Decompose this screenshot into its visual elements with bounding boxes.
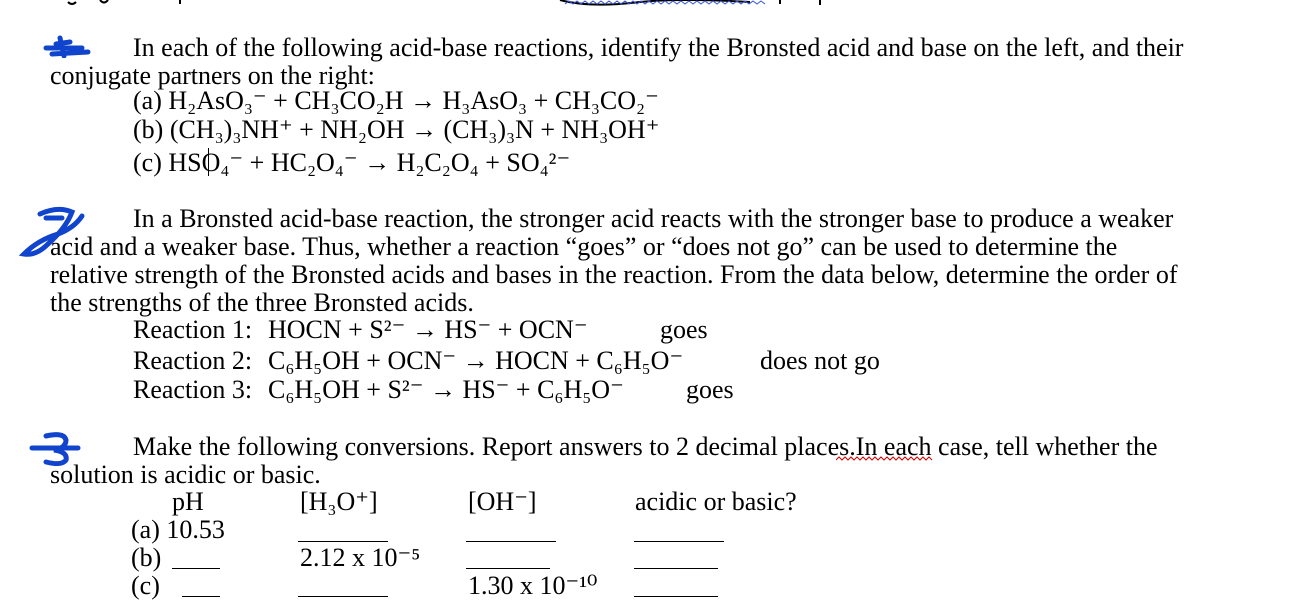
blank-a-oh — [466, 541, 556, 542]
q2-intro-line3: relative strength of the Bronsted acids and bases in the reaction. From the data below, determine the order of — [50, 260, 1178, 289]
q3-intro-line2: solution is acidic or basic. — [50, 460, 321, 489]
q1-a-label: (a) — [133, 86, 162, 115]
handwritten-number-1 — [42, 34, 92, 58]
reaction-3-result: goes — [686, 375, 734, 404]
q1-a-product1: H₃AsO₃ — [442, 86, 528, 115]
q2-intro-line1: In a Bronsted acid-base reaction, the stronger acid reacts with the stronger base to produce a weaker — [133, 204, 1174, 233]
q1-c-label: (c) — [133, 148, 162, 177]
reaction-1-label: Reaction 1: — [133, 315, 253, 344]
q1-a-reactant2: CH₃CO₂H — [294, 86, 404, 115]
reaction-2-result: does not go — [760, 346, 880, 375]
reaction-3-equation: C₆H₅OH + S²⁻ → HS⁻ + C₆H₅O⁻ — [268, 375, 624, 404]
blank-c-ph — [182, 596, 220, 597]
q1-b-arrow: → — [411, 115, 438, 144]
q1-c-reactant1: HSO₄⁻ — [168, 148, 244, 177]
reaction-1-result: goes — [660, 315, 708, 344]
row-c-label: (c) — [131, 571, 160, 600]
blank-a-h3o — [298, 541, 388, 542]
q1-b-reactant2: NH₂OH — [320, 115, 405, 144]
q1-b-plus2: + — [540, 115, 556, 144]
q1-a-reactant1: H₂AsO₃⁻ — [168, 86, 267, 115]
row-c-oh-value: 1.30 x 10⁻¹⁰ — [468, 571, 598, 600]
header-oh: [OH⁻] — [468, 487, 537, 516]
blank-c-h3o — [298, 596, 388, 597]
q1-reaction-c — [133, 150, 570, 176]
header-acidic-basic: acidic or basic? — [635, 487, 797, 516]
reaction-2-label: Reaction 2: — [133, 346, 253, 375]
spellcheck-underline — [836, 456, 934, 462]
reaction-1-equation: HOCN + S²⁻ → HS⁻ + OCN⁻ — [268, 315, 588, 344]
cutoff-header-fragment — [60, 0, 860, 10]
row-b-h3o-value: 2.12 x 10⁻⁵ — [300, 543, 421, 572]
row-a-label: (a) 10.53 — [131, 515, 225, 544]
q2-intro-line4: the strengths of the three Bronsted acids. — [50, 288, 474, 317]
q1-intro-line2: conjugate partners on the right: — [50, 61, 375, 90]
blank-b-acidic-basic — [634, 568, 718, 569]
q1-b-plus: + — [299, 115, 314, 144]
blank-b-oh — [466, 568, 550, 569]
text-cursor — [208, 148, 209, 176]
header-ph: pH — [172, 487, 204, 516]
q3-intro-line1: Make the following conversions. Report answers to 2 decimal places.In each case, tell whether the — [133, 432, 1158, 461]
q1-c-plus2: + — [485, 148, 500, 177]
blank-a-acidic-basic — [634, 541, 724, 542]
q1-b-product2: NH₃OH⁺ — [561, 115, 660, 144]
q1-reaction-a — [133, 88, 659, 114]
q1-b-reactant1: (CH₃)₃NH⁺ — [169, 115, 293, 144]
blank-c-acidic-basic — [634, 596, 718, 597]
row-b-label: (b) — [131, 543, 162, 572]
q1-a-plus2: + — [533, 86, 549, 115]
q1-intro-line1: In each of the following acid-base reactions, identify the Bronsted acid and base on the left, and their — [133, 33, 1184, 62]
q1-a-product2: CH₃CO₂⁻ — [554, 86, 659, 115]
q1-a-plus: + — [273, 86, 288, 115]
q2-intro-line2: acid and a weaker base. Thus, whether a reaction “goes” or “does not go” can be used to determine the — [50, 232, 1118, 261]
q1-c-product1: H₂C₂O₄ — [396, 148, 479, 177]
q1-b-label: (b) — [133, 115, 164, 144]
q1-c-product2: SO₄²⁻ — [506, 148, 571, 177]
reaction-2-equation: C₆H₅OH + OCN⁻ → HOCN + C₆H₅O⁻ — [268, 346, 684, 375]
q1-c-reactant2: HC₂O₄⁻ — [270, 148, 358, 177]
blank-b-ph — [172, 568, 220, 569]
q1-c-plus: + — [249, 148, 265, 177]
q1-reaction-b — [133, 117, 659, 143]
reaction-3-label: Reaction 3: — [133, 375, 253, 404]
header-h3o: [H₃O⁺] — [300, 487, 378, 516]
q1-a-arrow: → — [410, 86, 436, 115]
q1-c-arrow: → — [364, 148, 391, 177]
q1-b-product1: (CH₃)₃N — [443, 115, 534, 144]
